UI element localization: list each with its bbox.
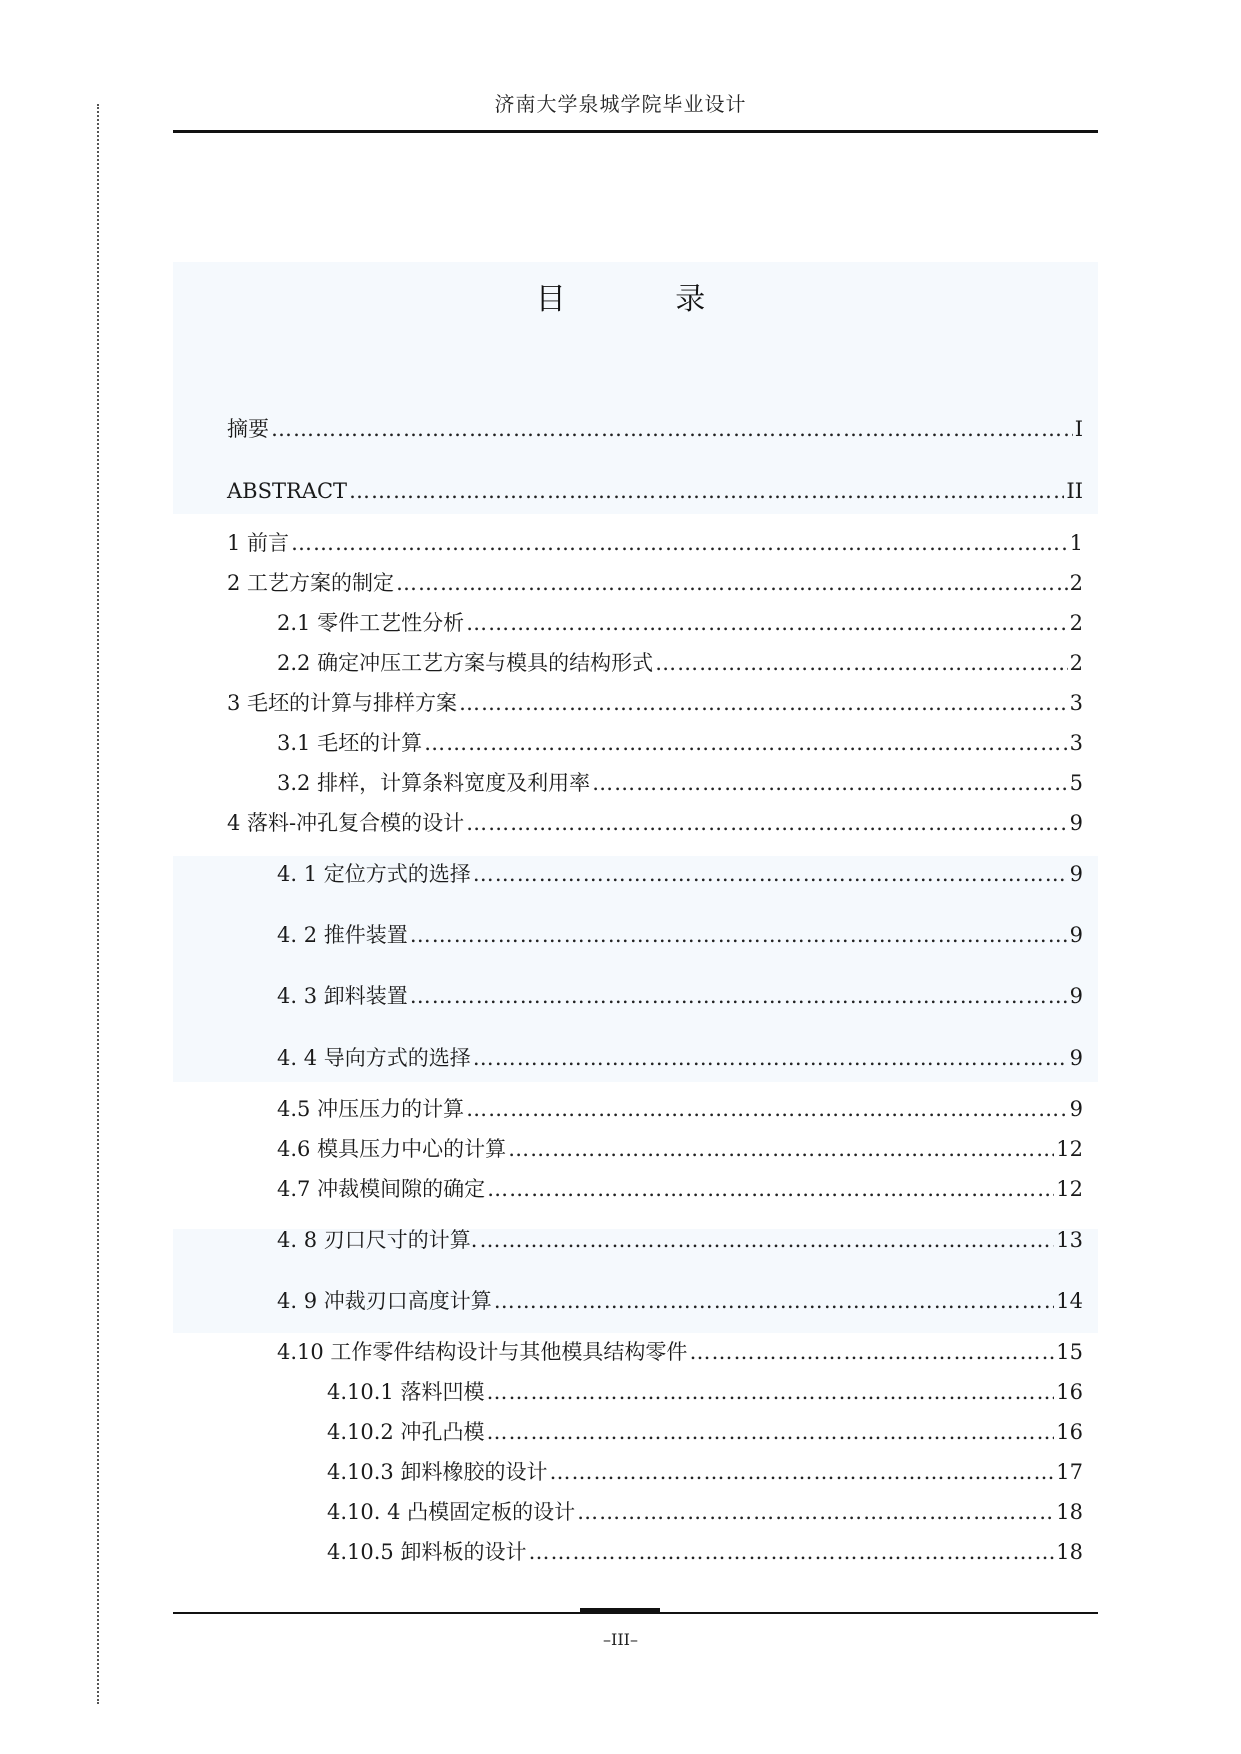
dot-leader: [349, 476, 1064, 506]
toc-entry-page: 16: [1056, 1420, 1083, 1444]
toc-entry[interactable]: [277, 1174, 1083, 1204]
footer-rule: [173, 1612, 1098, 1614]
toc-entry-page: 16: [1056, 1380, 1083, 1404]
dot-leader: [508, 1134, 1054, 1164]
toc-entry-page: II: [1066, 479, 1083, 503]
toc-entry[interactable]: [277, 608, 1083, 638]
dot-leader: [487, 1174, 1054, 1204]
toc-entry-label: 3 毛坯的计算与排样方案: [227, 691, 458, 715]
toc-entry-page: 2: [1069, 611, 1083, 635]
toc-entry[interactable]: [277, 1134, 1083, 1164]
toc-entry[interactable]: [277, 768, 1083, 798]
toc-entry-label: 4.10 工作零件结构设计与其他模具结构零件: [277, 1340, 688, 1364]
dot-leader: [494, 1286, 1055, 1316]
toc-entry-label: 4. 3 卸料装置: [277, 984, 408, 1008]
toc-entry[interactable]: [327, 1497, 1083, 1527]
footer-rule-accent: [580, 1608, 660, 1612]
toc-entry-page: 9: [1069, 1097, 1083, 1121]
toc-entry[interactable]: [277, 1337, 1083, 1367]
dot-leader: [577, 1497, 1054, 1527]
toc-entry-label: 4. 1 定位方式的选择: [277, 862, 471, 886]
toc-entry-label: 2 工艺方案的制定: [227, 571, 395, 595]
toc-entry[interactable]: [227, 476, 1083, 506]
dot-leader: [473, 859, 1068, 889]
toc-entry[interactable]: [327, 1377, 1083, 1407]
toc-entry-label: 1 前言: [227, 531, 290, 555]
toc-entry-page: 12: [1056, 1177, 1083, 1201]
dot-leader: [689, 1337, 1054, 1367]
toc-entry[interactable]: [327, 1417, 1083, 1447]
toc-entry[interactable]: [277, 648, 1083, 678]
toc-entry-page: 17: [1056, 1460, 1083, 1484]
header-rule: [173, 130, 1098, 133]
toc-entry-page: 12: [1056, 1137, 1083, 1161]
dot-leader: [528, 1537, 1054, 1567]
toc-entry-page: 18: [1056, 1500, 1083, 1524]
toc-entry-label: 4.10.1 落料凹模: [327, 1380, 485, 1404]
dot-leader: [466, 608, 1068, 638]
toc-entry-page: 18: [1056, 1540, 1083, 1564]
toc-entry-page: 2: [1069, 571, 1083, 595]
toc-entry-label: 4.10.3 卸料橡胶的设计: [327, 1460, 548, 1484]
toc-entry-label: 摘要: [227, 417, 269, 441]
binding-dotted-line: [97, 104, 99, 1704]
toc-entry[interactable]: [277, 1286, 1083, 1316]
toc-entry[interactable]: [327, 1457, 1083, 1487]
toc-entry-page: 15: [1056, 1340, 1083, 1364]
dot-leader: [410, 920, 1068, 950]
dot-leader: [466, 808, 1067, 838]
toc-entry[interactable]: [277, 1043, 1083, 1073]
dot-leader: [486, 1377, 1054, 1407]
toc-entry-label: 4.5 冲压压力的计算: [277, 1097, 465, 1121]
running-header: 济南大学泉城学院毕业设计: [494, 92, 747, 116]
toc-entry-label: 4.10.2 冲孔凸模: [327, 1420, 485, 1444]
toc-entry-page: 9: [1069, 811, 1083, 835]
toc-entry[interactable]: [327, 1537, 1083, 1567]
toc-title: 目 录: [535, 282, 756, 317]
toc-entry[interactable]: [277, 728, 1083, 758]
toc-entry[interactable]: [277, 920, 1083, 950]
dot-leader: [291, 528, 1068, 558]
dot-leader: [424, 728, 1068, 758]
toc-entry[interactable]: [277, 859, 1083, 889]
toc-entry-page: 1: [1069, 531, 1083, 555]
toc-entry-page: 2: [1069, 651, 1083, 675]
toc-entry[interactable]: [227, 808, 1083, 838]
dot-leader: [655, 648, 1068, 678]
dot-leader: [549, 1457, 1054, 1487]
toc-entry-label: 4. 4 导向方式的选择: [277, 1046, 471, 1070]
toc-entry-page: 9: [1069, 923, 1083, 947]
toc-entry-page: 3: [1069, 731, 1083, 755]
dot-leader: [473, 1043, 1068, 1073]
toc-entry[interactable]: [277, 981, 1083, 1011]
toc-entry-label: 4.6 模具压力中心的计算: [277, 1137, 507, 1161]
toc-entry[interactable]: [227, 688, 1083, 718]
toc-entry-label: 4.10.5 卸料板的设计: [327, 1540, 527, 1564]
toc-entry-label: 4. 9 冲裁刃口高度计算: [277, 1289, 492, 1313]
toc-entry-page: 3: [1069, 691, 1083, 715]
toc-entry[interactable]: [227, 528, 1083, 558]
dot-leader: [459, 688, 1068, 718]
dot-leader: [410, 981, 1068, 1011]
dot-leader: [396, 568, 1068, 598]
toc-entry-page: 9: [1069, 1046, 1083, 1070]
toc-entry-page: 14: [1056, 1289, 1083, 1313]
dot-leader: [479, 1225, 1054, 1255]
dot-leader: [486, 1417, 1054, 1447]
toc-entry-label: ABSTRACT: [227, 479, 348, 503]
dot-leader: [466, 1094, 1068, 1124]
dot-leader: [592, 768, 1068, 798]
toc-entry-label: 2.2 确定冲压工艺方案与模具的结构形式: [277, 651, 654, 675]
toc-entry-page: 9: [1069, 984, 1083, 1008]
page-number: –III–: [603, 1630, 638, 1649]
toc-entry-label: 3.1 毛坯的计算: [277, 731, 423, 755]
toc-entry-label: 4 落料-冲孔复合模的设计: [227, 811, 465, 835]
toc-entry-label: 4. 8 刃口尺寸的计算.: [277, 1228, 478, 1252]
toc-entry-label: 4. 2 推件装置: [277, 923, 408, 947]
toc-entry-page: I: [1074, 417, 1083, 441]
toc-entry-label: 4.10. 4 凸模固定板的设计: [327, 1500, 576, 1524]
toc-entry-page: 9: [1069, 862, 1083, 886]
toc-entry[interactable]: [227, 414, 1083, 444]
toc-entry-label: 3.2 排样，计算条料宽度及利用率: [277, 771, 591, 795]
dot-leader: [271, 414, 1073, 444]
toc-entry-label: 4.7 冲裁模间隙的确定: [277, 1177, 486, 1201]
toc-entry[interactable]: [277, 1094, 1083, 1124]
toc-entry-label: 2.1 零件工艺性分析: [277, 611, 465, 635]
toc-entry-page: 5: [1069, 771, 1083, 795]
toc-entry[interactable]: [277, 1225, 1083, 1255]
toc-entry[interactable]: [227, 568, 1083, 598]
toc-entry-page: 13: [1056, 1228, 1083, 1252]
